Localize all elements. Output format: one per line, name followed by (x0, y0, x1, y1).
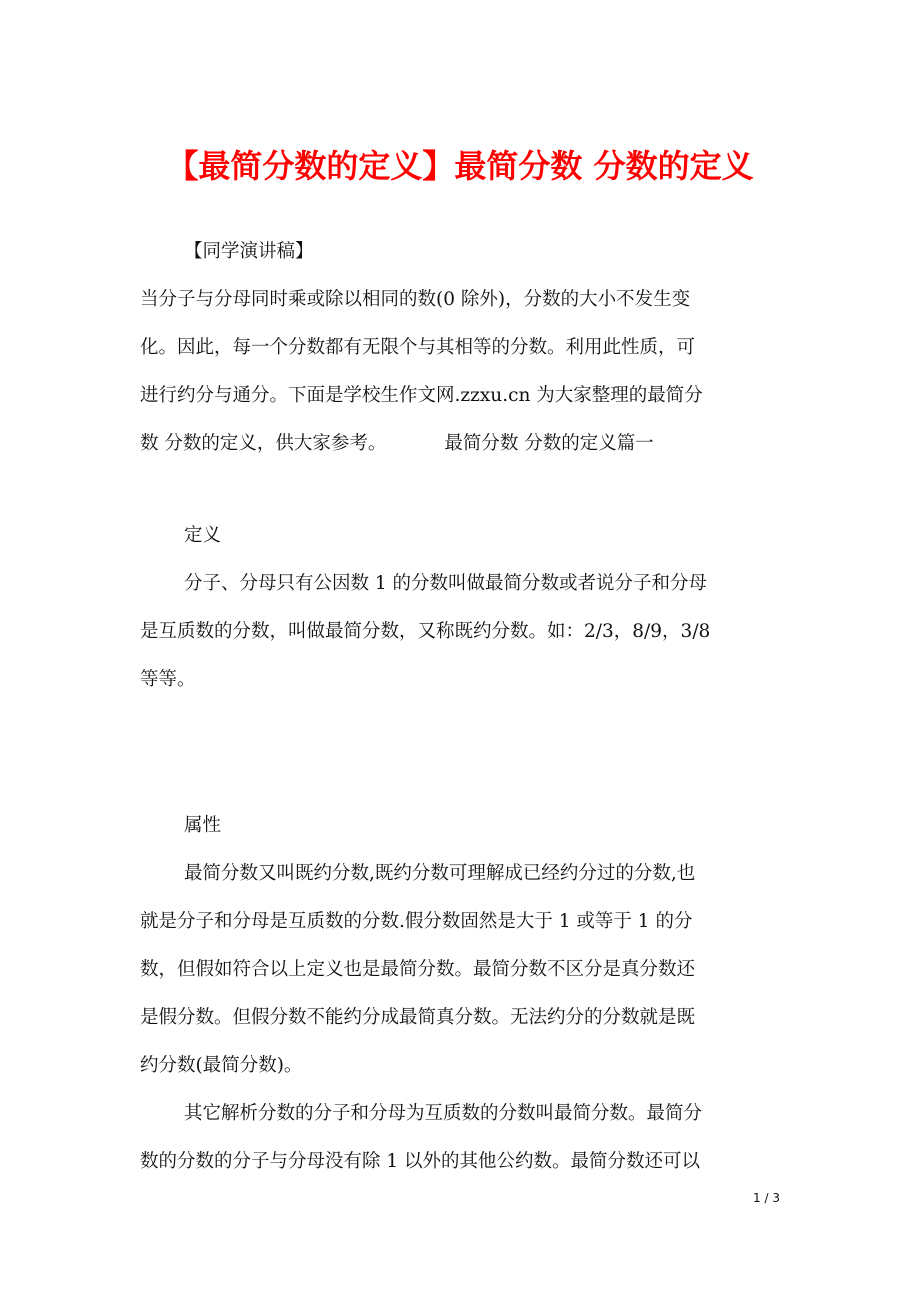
document-title: 【最简分数的定义】最简分数 分数的定义 (166, 147, 754, 185)
property-p1-line-4: 是假分数。但假分数不能约分成最简真分数。无法约分的分数就是既 (140, 1007, 696, 1028)
definition-line-3: 等等。 (140, 669, 196, 690)
definition-heading: 定义 (184, 525, 222, 546)
intro-line-2: 化。因此，每一个分数都有无限个与其相等的分数。利用此性质，可 (140, 337, 696, 358)
source-tag: 【同学演讲稿】 (184, 241, 314, 262)
property-p2-line-1: 其它解析分数的分子和分母为互质数的分数叫最简分数。最简分 (184, 1103, 703, 1124)
intro-line-4 (140, 420, 782, 468)
property-p2-line-2: 数的分数的分子与分母没有除 1 以外的其他公约数。最简分数还可以 (140, 1151, 701, 1172)
intro-last-line: 数 分数的定义，供大家参考。 (140, 433, 387, 454)
property-heading: 属性 (184, 815, 222, 836)
intro-line-3: 进行约分与通分。下面是学校生作文网.zzxu.cn 为大家整理的最简分 (140, 385, 703, 406)
property-p1-line-5: 约分数(最简分数)。 (140, 1055, 303, 1076)
property-p1-line-2: 就是分子和分母是互质数的分数.假分数固然是大于 1 或等于 1 的分 (140, 911, 693, 932)
section-heading: 最简分数 分数的定义篇一 (444, 433, 654, 454)
definition-line-2: 是互质数的分数，叫做最简分数，又称既约分数。如：2/3，8/9，3/8 (140, 621, 711, 642)
page-number: 1 / 3 (753, 1191, 780, 1205)
property-p1-line-1: 最简分数又叫既约分数,既约分数可理解成已经约分过的分数,也 (184, 863, 696, 884)
property-p1-line-3: 数，但假如符合以上定义也是最简分数。最简分数不区分是真分数还 (140, 959, 696, 980)
intro-line-1: 当分子与分母同时乘或除以相同的数(0 除外)，分数的大小不发生变 (140, 289, 691, 310)
definition-line-1: 分子、分母只有公因数 1 的分数叫做最简分数或者说分子和分母 (184, 573, 708, 594)
